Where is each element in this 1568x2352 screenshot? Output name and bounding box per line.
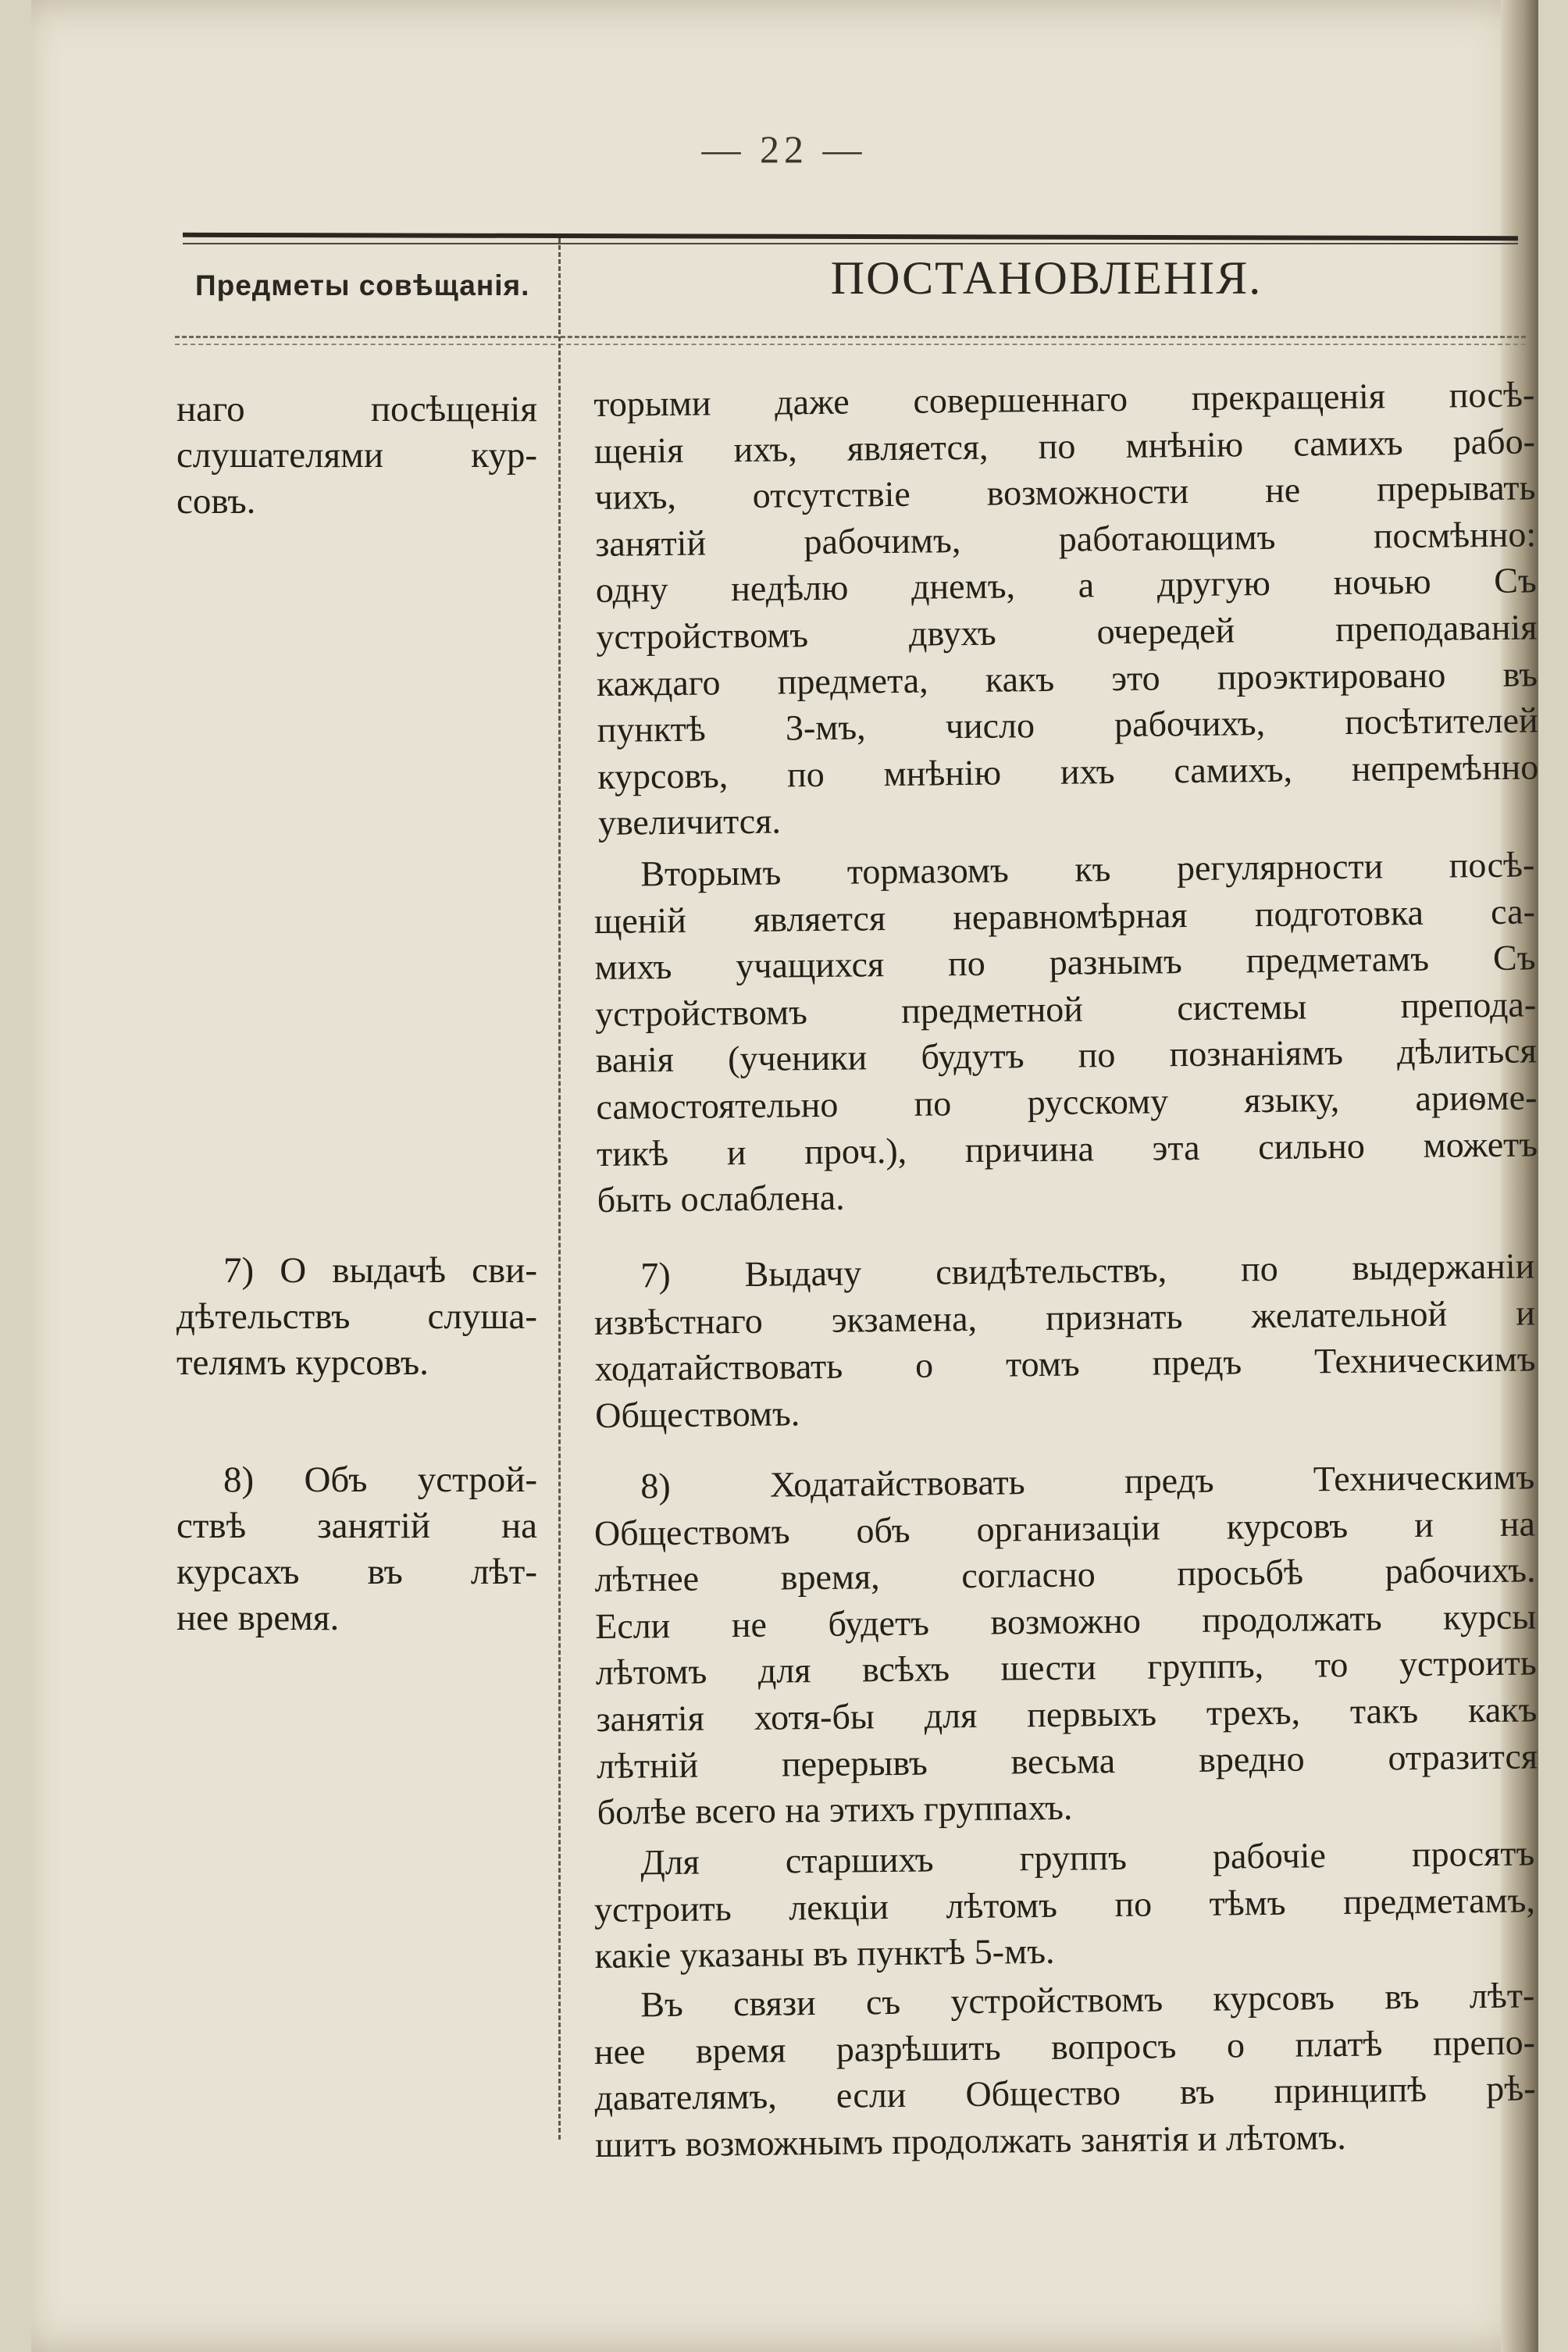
resolution-paragraph-2 [593,841,1538,1223]
text-line: лѣтнее время, согласно просьбѣ рабочихъ. [594,1549,1536,1600]
text-line: 8) Объ устрой- [223,1459,537,1500]
text-line: 7) О выдачѣ сви- [223,1250,537,1291]
resolution-paragraph-7 [593,1242,1536,1438]
text-line: нее время разрѣшить вопросъ о платѣ препо- [593,2021,1536,2072]
resolution-paragraph-10 [593,1972,1536,2168]
left-item-7 [176,1248,537,1386]
left-item-continuation [176,387,537,525]
text-line: курсахъ въ лѣт- [176,1552,537,1592]
text-line: Для старшихъ группъ рабочіе просятъ [640,1833,1535,1883]
header-rule-thin [183,243,1518,244]
text-line: тикѣ и проч.), причина эта сильно можетъ [596,1123,1538,1174]
page-number: — 22 — [701,127,867,171]
left-item-8 [176,1457,537,1641]
text-line: совъ. [176,481,256,522]
text-line: Вторымъ тормазомъ къ регулярности посѣ- [640,844,1535,894]
text-line: наго посѣщенія [176,389,537,429]
right-column-heading: ПОСТАНОВЛЕНІЯ. [830,252,1263,304]
text-line: пунктѣ 3-мъ, число рабочихъ, посѣтителей [597,700,1538,750]
text-line: Обществомъ. [594,1393,800,1435]
text-line: извѣстнаго экзамена, признать желательной и [593,1292,1536,1342]
resolution-paragraph-9 [593,1830,1536,1979]
left-column-heading: Предметы совѣщанія. [195,269,530,301]
text-line: занятій рабочимъ, работающимъ посмѣнно: [594,514,1537,564]
text-line: телямъ курсовъ. [176,1342,429,1383]
text-line: чихъ, отсутствіе возможности не прерывать [594,467,1536,518]
resolution-paragraph-1 [593,371,1539,846]
text-line: торыми даже совершеннаго прекращенія посѣ- [593,374,1535,424]
text-line: устроить лекціи лѣтомъ по тѣмъ предметамъ, [593,1879,1536,1930]
column-divider [558,238,561,2140]
text-line: какіе указаны въ пунктѣ 5-мъ. [594,1931,1055,1976]
text-line: михъ учащихся по разнымъ предметамъ Съ [594,937,1536,988]
text-line: Если не будетъ возможно продолжать курсы [594,1596,1537,1646]
text-line: давателямъ, если Общество въ принципѣ рѣ- [594,2068,1536,2119]
text-line: щенія ихъ, является, по мнѣнію самихъ рабо- [593,420,1536,471]
text-line: нее время. [176,1598,340,1638]
text-line: быть ослаблена. [597,1177,845,1221]
text-line: щеній является неравномѣрная подготовка са- [593,890,1536,941]
header-divider-dashed [175,336,1526,338]
text-line: лѣтомъ для всѣхъ шести группъ, то устроить [595,1642,1538,1693]
text-line: болѣе всего на этихъ группахъ. [597,1787,1073,1833]
text-line: устройствомъ предметной системы препода- [594,984,1537,1034]
text-line: Обществомъ объ организаціи курсовъ и на [593,1502,1536,1553]
text-line: слушателями кур- [176,435,537,476]
text-line: дѣтельствъ слуша- [176,1296,537,1337]
text-line: ходатайствовать о томъ предъ Техническимъ [594,1338,1536,1389]
text-line: шитъ возможнымъ продолжать занятія и лѣтомъ. [594,2116,1347,2165]
text-line: ствѣ занятій на [176,1506,537,1546]
text-line: каждаго предмета, какъ это проэктировано въ [596,653,1538,704]
text-line: устройствомъ двухъ очередей преподаванія [596,607,1538,657]
text-line: самостоятельно по русскому языку, ариѳме- [596,1077,1538,1127]
text-line: одну недѣлю днемъ, а другую ночью Съ [595,560,1538,611]
text-line: 7) Выдачу свидѣтельствъ, по выдержаніи [640,1245,1535,1295]
text-line: курсовъ, по мнѣнію ихъ самихъ, непремѣнно [597,747,1539,796]
text-line: 8) Ходатайствовать предъ Техническимъ [640,1456,1535,1506]
resolution-paragraph-8 [593,1453,1538,1835]
text-line: увеличится. [597,800,782,843]
text-line: лѣтній перерывъ весьма вредно отразится [596,1735,1538,1786]
text-line: Въ связи съ устройствомъ курсовъ въ лѣт- [640,1975,1535,2025]
text-line: занятія хотя-бы для первыхъ трехъ, такъ какъ [596,1689,1538,1739]
text-line: ванія (ученики будутъ по познаніямъ дѣлиться [595,1030,1538,1081]
header-divider-dashed-2 [175,344,1526,345]
